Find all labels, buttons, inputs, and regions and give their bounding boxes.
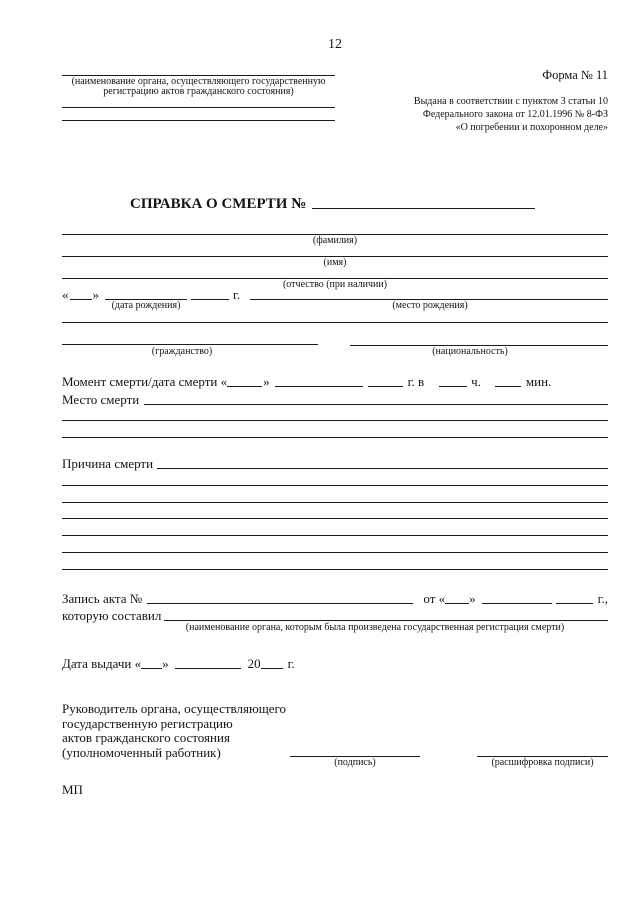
- compiled-by-row: [62, 609, 608, 623]
- death-place-blank: [144, 394, 608, 405]
- legal-basis-note: [350, 95, 608, 134]
- signatory-title: [62, 702, 286, 760]
- record-date-close-quote: »: [469, 591, 476, 606]
- stamp-place-mark: МП: [62, 782, 83, 797]
- signature-decoding-caption: (расшифровка подписи): [491, 757, 594, 768]
- death-cause-row: [62, 457, 608, 471]
- death-year-suffix: г. в: [407, 374, 425, 389]
- signatory-title-line: Руководитель органа, осуществляющего: [62, 701, 286, 716]
- birth-date-close-quote: »: [92, 287, 99, 302]
- death-moment-row: [62, 375, 608, 389]
- death-place-extra-line: [62, 420, 608, 421]
- page-number: 12: [328, 37, 342, 52]
- birth-place-extra-line: [62, 322, 608, 323]
- death-cause-extra-line: [62, 552, 608, 553]
- issue-year-blank: [261, 658, 283, 669]
- record-label: Запись акта №: [62, 591, 143, 606]
- signature-caption: (подпись): [334, 757, 376, 768]
- death-minutes-label: мин.: [525, 374, 552, 389]
- death-place-row: [62, 393, 608, 407]
- issue-date-close-quote: »: [162, 656, 169, 671]
- issue-date-row: [62, 657, 608, 671]
- death-cause-blank: [157, 458, 608, 469]
- certificate-number-blank: [312, 198, 535, 209]
- birth-month-blank: [105, 289, 187, 300]
- issue-month-blank: [175, 658, 241, 669]
- legal-basis-line: Федерального закона от 12.01.1996 № 8-ФЗ: [422, 109, 608, 120]
- death-minutes-blank: [495, 376, 521, 387]
- record-day-blank: [445, 593, 469, 604]
- death-place-label: Место смерти: [62, 392, 140, 407]
- form-number: Форма № 11: [542, 68, 608, 82]
- legal-basis-line: Выдана в соответствии с пунктом 3 статьи 10: [413, 96, 608, 107]
- death-cause-label: Причина смерти: [62, 456, 154, 471]
- compiled-by-blank: [164, 610, 608, 621]
- death-cause-extra-line: [62, 569, 608, 570]
- registry-office-line: [62, 107, 335, 108]
- citizenship-line: [62, 344, 318, 345]
- death-hours-blank: [439, 376, 467, 387]
- record-year-blank: [556, 593, 593, 604]
- nationality-caption: (национальность): [432, 346, 508, 357]
- birth-place-blank: [250, 289, 608, 300]
- certificate-title-row: [130, 195, 560, 213]
- death-cause-extra-line: [62, 535, 608, 536]
- birth-date-open-quote: «: [62, 287, 69, 302]
- certificate-title: СПРАВКА О СМЕРТИ №: [130, 196, 307, 212]
- legal-basis-line: «О погребении и похоронном деле»: [455, 122, 608, 133]
- compiled-by-caption: (наименование органа, которым была произведена государственная регистрация смерти): [185, 622, 565, 633]
- death-day-blank: [227, 376, 262, 387]
- death-place-extra-line: [62, 437, 608, 438]
- registry-office-caption-line: регистрацию актов гражданского состояния): [103, 86, 294, 97]
- death-month-blank: [275, 376, 363, 387]
- issue-day-blank: [141, 658, 162, 669]
- signatory-title-line: государственную регистрацию: [62, 715, 233, 731]
- citizenship-caption: (гражданство): [151, 346, 213, 357]
- death-cause-extra-line: [62, 518, 608, 519]
- record-year-suffix: г.,: [597, 591, 608, 606]
- registry-office-caption-line: (наименование органа, осуществляющего государственную: [71, 76, 326, 87]
- registry-office-caption: [62, 77, 335, 97]
- name-caption: (имя): [323, 257, 347, 268]
- registry-office-line: [62, 120, 335, 121]
- death-cause-extra-line: [62, 502, 608, 503]
- compiled-by-label: которую составил: [62, 608, 162, 623]
- birth-date-caption: (дата рождения): [111, 300, 181, 311]
- patronymic-caption: (отчество (при наличии): [282, 279, 388, 290]
- issue-century: 20: [247, 656, 261, 671]
- record-row: [62, 592, 608, 606]
- birth-place-caption: (место рождения): [392, 300, 468, 311]
- birth-day-blank: [70, 289, 92, 300]
- death-hours-label: ч.: [471, 374, 481, 389]
- birth-year-blank: [191, 289, 229, 300]
- record-number-blank: [147, 593, 413, 604]
- issue-date-label: Дата выдачи «: [62, 656, 142, 671]
- death-cause-extra-line: [62, 485, 608, 486]
- record-month-blank: [482, 593, 552, 604]
- signatory-title-line: актов гражданского состояния: [62, 730, 230, 745]
- issue-year-suffix: г.: [287, 656, 295, 671]
- death-year-blank: [368, 376, 403, 387]
- death-date-close-quote: »: [263, 374, 270, 389]
- record-date-prefix: от «: [423, 591, 446, 606]
- signatory-title-line: (уполномоченный работник): [62, 744, 221, 760]
- surname-caption: (фамилия): [312, 235, 358, 246]
- birth-year-suffix: г.: [233, 287, 241, 302]
- death-moment-label: Момент смерти/дата смерти «: [62, 374, 228, 389]
